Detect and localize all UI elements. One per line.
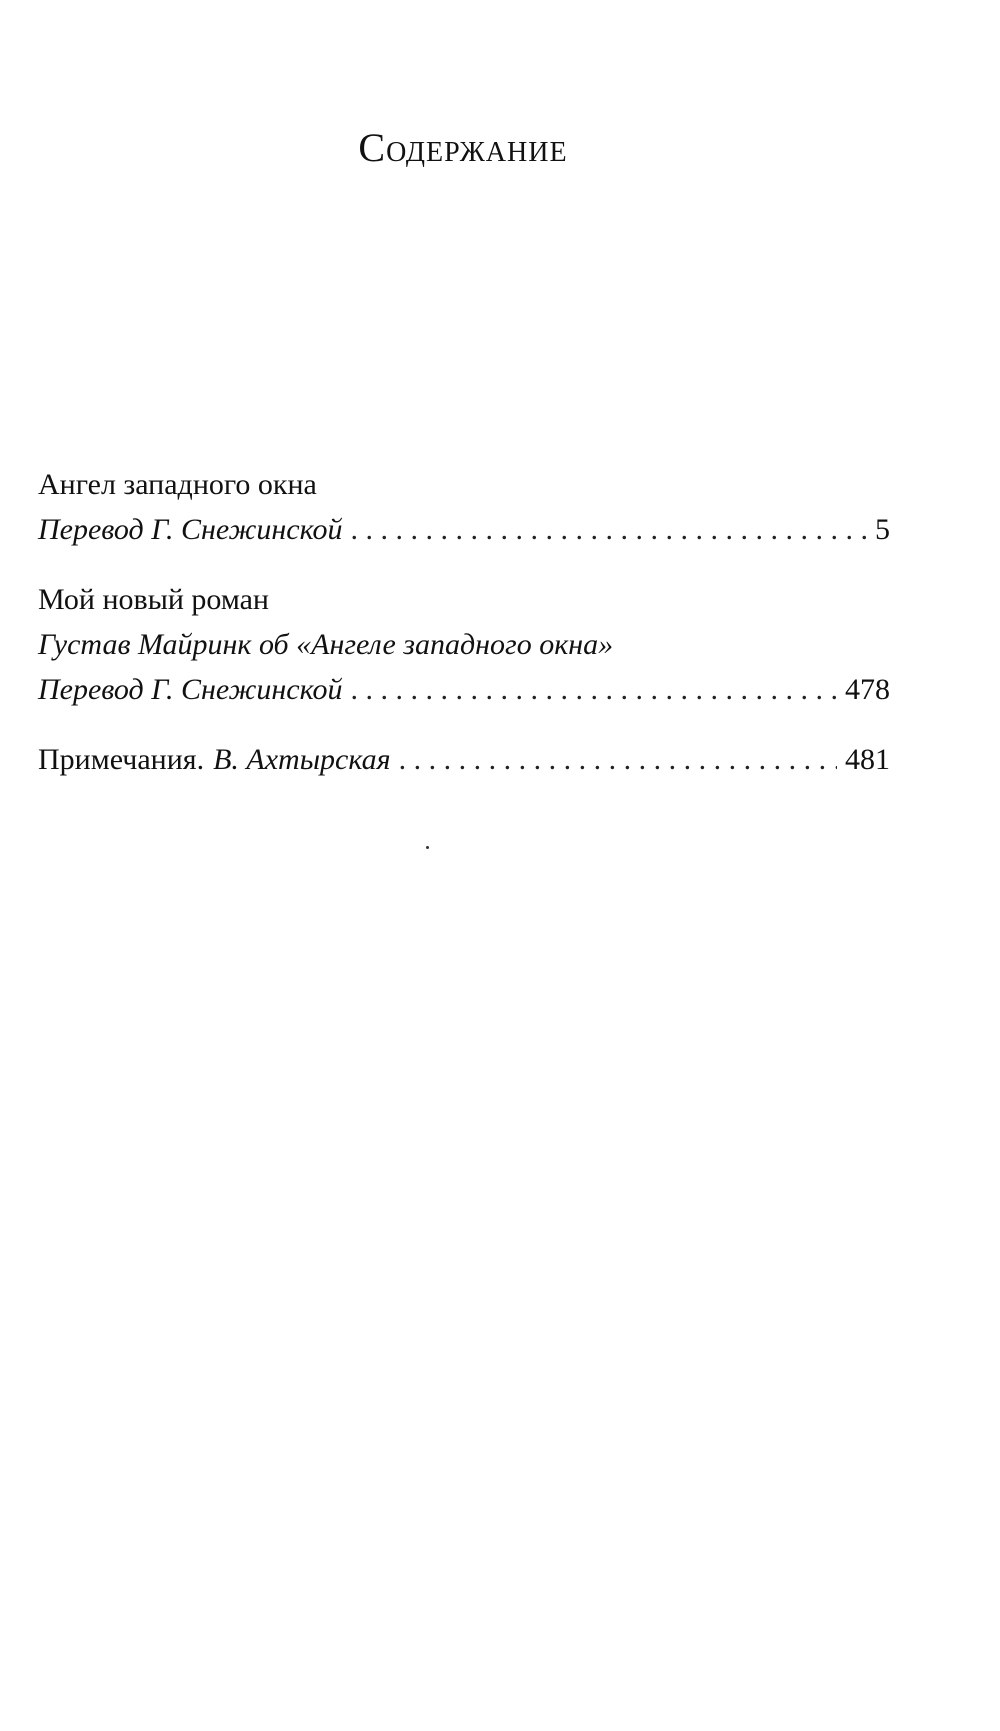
table-of-contents: [38, 462, 890, 782]
toc-entry-angel: [38, 462, 890, 552]
dot-leader: [399, 737, 837, 782]
toc-entry-author: В. Ахтырская: [213, 743, 391, 776]
dot-leader: [350, 507, 867, 552]
toc-entry-page-number: 481: [845, 743, 890, 776]
toc-entry-new-novel: [38, 577, 890, 712]
toc-entry-subtitle: Густав Майринк об «Ангеле западного окна»: [38, 628, 614, 661]
toc-entry-title: Ангел западного окна: [38, 468, 317, 501]
toc-entry-translation: Перевод Г. Снежинской: [38, 513, 343, 546]
page-title: Содержание: [358, 125, 568, 170]
toc-entry-translation-line: [38, 507, 890, 552]
toc-entry-title-line: [38, 577, 890, 622]
toc-entry-title-line: [38, 462, 890, 507]
toc-entry-subtitle-line: [38, 622, 890, 667]
toc-entry-page-number: 478: [845, 673, 890, 706]
toc-entry-translation: Перевод Г. Снежинской: [38, 673, 343, 706]
toc-entry-translation-line: [38, 667, 890, 712]
dot-leader: [350, 667, 837, 712]
toc-entry-page-number: 5: [875, 513, 890, 546]
print-speck: [426, 846, 429, 849]
toc-entry-title: Мой новый роман: [38, 583, 269, 616]
toc-entry-title-line: [38, 737, 890, 782]
toc-entry-title: Примечания.: [38, 743, 205, 776]
toc-entry-notes: [38, 737, 890, 782]
